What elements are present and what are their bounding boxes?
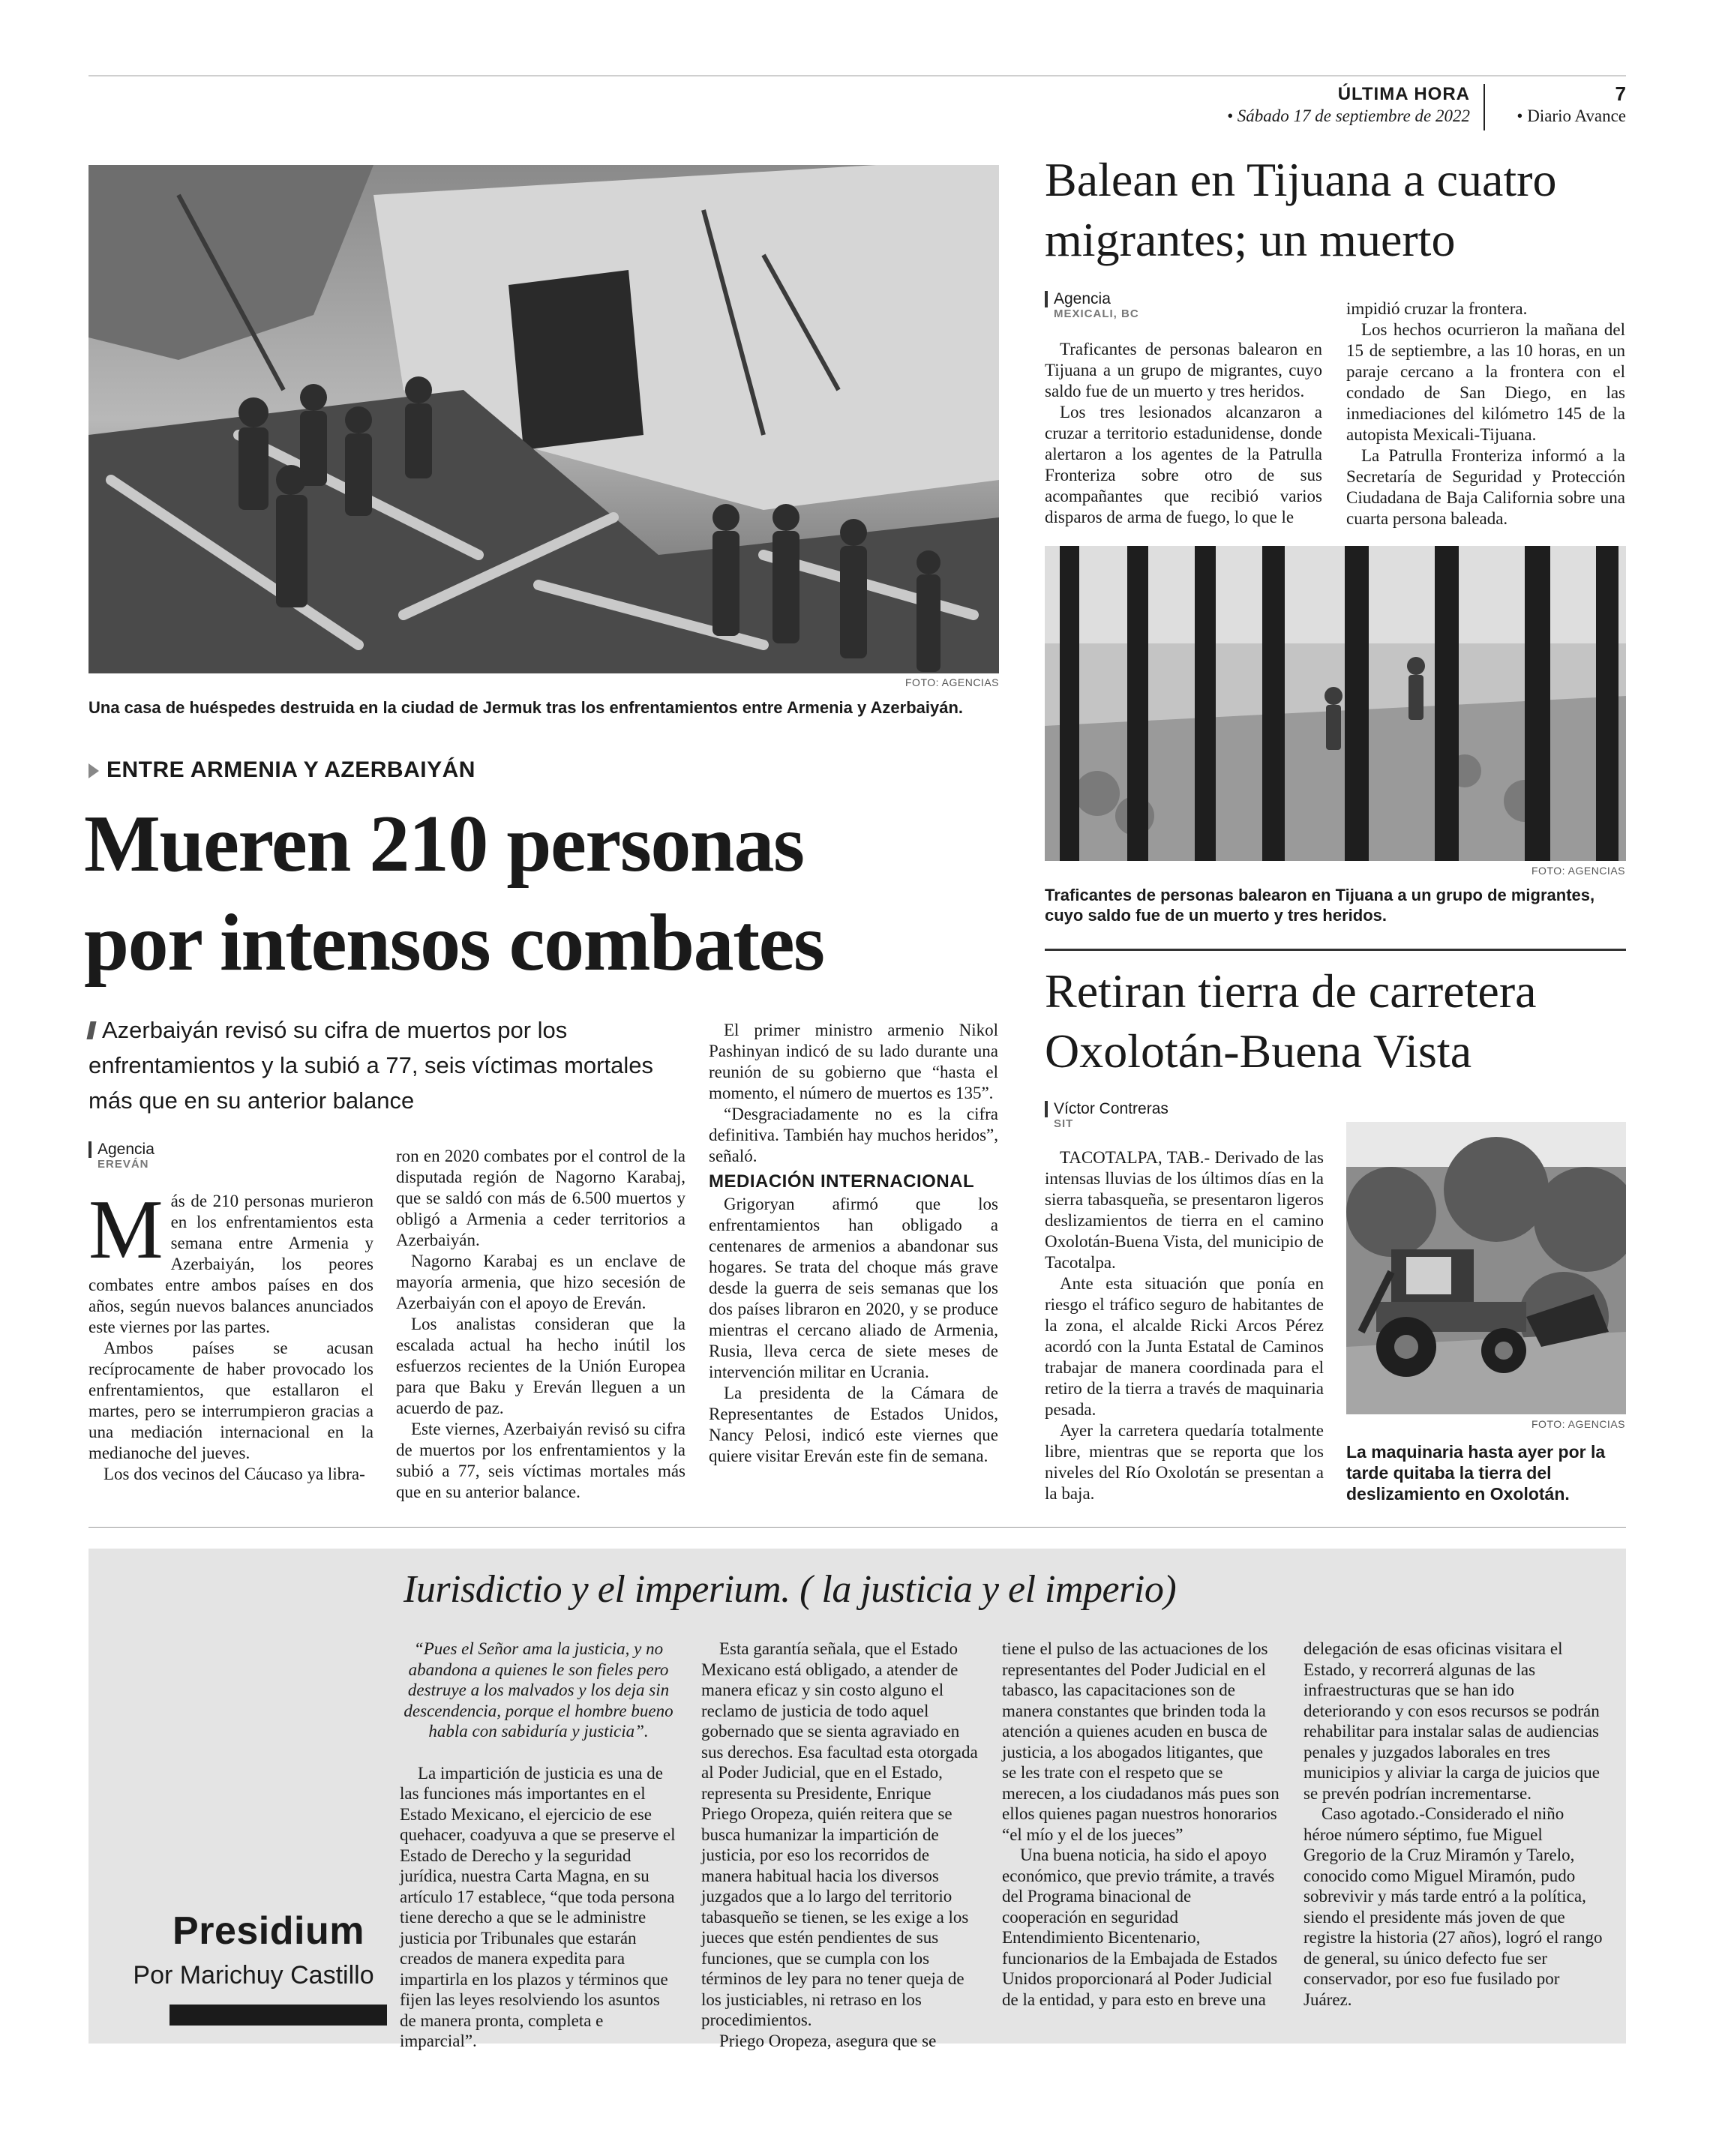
main-col1-lead: ás de 210 personas murieron en los enfrentamientos esta semana entre Armenia y Azerbaiyán, los peores combates entre ambos países en dos años, según nuevos balances anunciados este viernes por las partes. xyxy=(88,1192,374,1336)
main-col2-p1: ron en 2020 combates por el control de la disputada región de Nagorno Karabaj, que se saldó con más de 6.500 muertos y obligó a Armenia a ceder territorios a Azerbaiyán. xyxy=(396,1147,686,1249)
tijuana-byline-block xyxy=(1045,291,1315,320)
tijuana-photo-caption: Traficantes de personas balearon en Tijuana a un grupo de migrantes, cuyo saldo fue de un muerto y tres heridos. xyxy=(1045,886,1595,925)
section-name: ÚLTIMA HORA xyxy=(1337,84,1470,104)
oxolotan-headline-line2: Oxolotán-Buena Vista xyxy=(1045,1024,1472,1078)
main-col2-p4: Este viernes, Azerbaiyán revisó su cifra de muertos por los enfrentamientos y la subió a 77, seis víctimas mortales más que en su anterior balance. xyxy=(396,1420,686,1501)
column-c2-p2: Priego Oropeza, asegura que se xyxy=(719,2031,937,2050)
column-c4-p1: delegación de esas oficinas visitara el Estado, y recorrerá algunas de las infraestructuras que se han ido deteriorando y con esos recursos se podrán rehabilitar para instalar salas de audiencias penales y juzgados laborales en tres municipios y aliviar la carga de juicios que se prevén podrían incrementarse. xyxy=(1304,1639,1600,1803)
column-title: Iurisdictio y el imperium. ( la justicia y el imperio) xyxy=(404,1568,1177,1611)
column-quote: “Pues el Señor ama la justicia, y no abandona a quienes le son fieles pero destruye a los malvados y los deja sin descendencia, porque el hombre bueno habla con sabiduría y justicia”. xyxy=(404,1639,674,1741)
oxolotan-headline xyxy=(1045,961,1637,1081)
paper-name: • Diario Avance xyxy=(1516,106,1626,125)
deck xyxy=(88,1012,688,1118)
tijuana-headline-line1: Balean en Tijuana a cuatro xyxy=(1045,153,1557,206)
header-divider xyxy=(1484,84,1485,130)
deck-mark-icon xyxy=(86,1021,96,1039)
subhead: MEDIACIÓN INTERNACIONAL xyxy=(709,1171,975,1192)
tijuana-col1-p1: Traficantes de personas balearon en Tijuana a un grupo de migrantes, cuyo saldo fue de un muerto y tres heridos. xyxy=(1045,340,1322,400)
main-col3-p3: Grigoryan afirmó que los enfrentamientos han obligado a centenares de armenios a abandonar sus hogares. Se trata del choque más grave desde la guerra de seis semanas que los dos países libraron en 2020, y se produce mientras el cercano aliado de Armenia, Rusia, lleva cerca de siete meses de intervención militar en Ucrania. xyxy=(709,1195,998,1381)
column-c3-p2: Una buena noticia, ha sido el apoyo económico, que previo trámite, a través del Programa binacional de cooperación en seguridad Entendimiento Bicentenario, funcionarios de la Embajada de Estados Unidos proporcionará al Poder Judicial de la entidad, y para esto en breve una xyxy=(1002,1846,1278,2009)
column-col1 xyxy=(400,1639,677,2052)
tijuana-body-col2 xyxy=(1346,298,1625,529)
kicker xyxy=(88,757,764,783)
main-headline-line1: Mueren 210 personas xyxy=(84,799,804,889)
main-col3-p1: El primer ministro armenio Nikol Pashinyan indicó de su lado durante una reunión de su gobierno que “hasta el momento, el número de muertos es 135”. xyxy=(709,1021,998,1102)
main-body-col2 xyxy=(396,1146,686,1503)
top-rule xyxy=(88,75,1626,76)
column-col4 xyxy=(1304,1639,1604,2010)
main-col1-p3: Los dos vecinos del Cáucaso ya libra- xyxy=(104,1465,365,1483)
rubble-photo xyxy=(88,165,999,673)
issue-date: • Sábado 17 de septiembre de 2022 xyxy=(1226,106,1470,125)
main-body-col3 xyxy=(709,1020,998,1467)
tijuana-headline xyxy=(1045,150,1637,270)
tijuana-col2-p1: impidió cruzar la frontera. xyxy=(1346,299,1528,318)
main-headline xyxy=(84,795,1014,993)
main-col1-p2: Ambos países se acusan recíprocamente de haber provocado los enfrentamientos, que estallaron el martes, pero se interrumpieron gracias a una mediación internacional en la medianoche del jueves. xyxy=(88,1339,374,1462)
tijuana-photo-credit: FOTO: AGENCIAS xyxy=(1532,865,1625,877)
oxolotan-headline-line1: Retiran tierra de carretera xyxy=(1045,964,1537,1018)
tijuana-headline-line2: migrantes; un muerto xyxy=(1045,213,1456,266)
oxolotan-p3: Ayer la carretera quedaría totalmente libre, mientras que se reporta que los niveles del Río Oxolotán se presentan a la baja. xyxy=(1045,1421,1324,1503)
column-c1-p1: La impartición de justicia es una de las funciones más importantes en el Estado Mexicano, el ejercicio de ese quehacer, coadyuva a que se preserve el Estado de Derecho y la seguridad jurídica, nuestra Carta Magna, en su artículo 17 establece, “que toda persona tiene derecho a que se le administre justicia por Tribunales que estarán creados de manera expedita para impartirla en los plazos y términos que fijen las leyes resolviendo los asuntos de manera pronta, completa e imparcial”. xyxy=(400,1763,676,2050)
byline: Agencia xyxy=(88,1141,388,1158)
oxolotan-photo-caption: La maquinaria hasta ayer por la tarde quitaba la tierra del deslizamiento en Oxolotán. xyxy=(1346,1442,1606,1504)
tijuana-col2-p2: Los hechos ocurrieron la mañana del 15 de septiembre, a las 10 horas, en un paraje cercano a la frontera con el condado de San Diego, en las inmediaciones del kilómetro 145 de la autopista Mexicali-Tijuana. xyxy=(1346,320,1625,444)
tijuana-col1-p2: Los tres lesionados alcanzaron a cruzar a territorio estadunidense, donde alertaron a los agentes de la Patrulla Fronteriza sobre otro de sus acompañantes que recibió varios disparos de arma de fuego, lo que le xyxy=(1045,403,1322,526)
main-headline-line2: por intensos combates xyxy=(84,898,824,988)
main-col3-p2: “Desgraciadamente no es la cifra definitiva. También hay muchos heridos”, señaló. xyxy=(709,1105,998,1165)
main-col2-p2: Nagorno Karabaj es un enclave de mayoría armenia, que hizo secesión de Azerbaiyán con el apoyo de Ereván. xyxy=(396,1252,686,1312)
oxolotan-p2: Ante esta situación que ponía en riesgo el tráfico seguro de habitantes de la zona, el alcalde Ricki Arcos Pérez acordó con la Junta Estatal de Caminos trabajar de manera coordinada para el retiro de la tierra a través de maquinaria pesada. xyxy=(1045,1274,1324,1419)
main-body-col1 xyxy=(88,1183,374,1485)
tijuana-location: MEXICALI, BC xyxy=(1054,307,1139,320)
column-c3-p1: tiene el pulso de las actuaciones de los representantes del Poder Judicial en el tabasco, las capacitaciones son de manera constantes que brinden toda la atención a quienes acuden en busca de justicia, a los abogados litigantes, que se les trate con el respeto que se merecen, a los ciudadanos más pues son ellos quienes pagan nuestros honorarios “el mío y el de los jueces” xyxy=(1002,1639,1280,1844)
oxolotan-byline-block xyxy=(1045,1101,1315,1130)
section-rule xyxy=(1045,949,1626,951)
column-c2-p1: Esta garantía señala, que el Estado Mexicano está obligado, a atender de manera eficaz y sin costo alguno el reclamo de justicia de todo aquel gobernado que se sienta agraviado en sus derechos. Esa facultad esta otorgada al Poder Judicial, que en el Estado, representa su Presidente, Enrique Priego Oropeza, quién reitera que se busca humanizar la impartición de justicia, por eso los recorridos de manera habitual hacia los diversos juzgados que a lo largo del territorio tabasqueño se tienen, se les exige a los jueces que estén pendientes de sus funciones, que se cumpla con los términos de ley para no tener queja de los justiciables, ni retraso en los procedimientos. xyxy=(701,1639,978,2029)
dateline-location: EREVÁN xyxy=(98,1158,149,1171)
backhoe-photo xyxy=(1346,1122,1626,1414)
oxolotan-p1: TACOTALPA, TAB.- Derivado de las intensas lluvias de los últimos días en la sierra tabasqueña, se presentaron ligeros deslizamientos de tierra en el camino Oxolotán-Buena Vista, del municipio de Tacotalpa. xyxy=(1045,1148,1324,1272)
bottom-rule xyxy=(88,1527,1626,1528)
photo-caption: Una casa de huéspedes destruida en la ciudad de Jermuk tras los enfrentamientos entre Armenia y Azerbaiyán. xyxy=(88,698,963,717)
oxolotan-byline: Víctor Contreras xyxy=(1045,1101,1315,1117)
border-fence-photo xyxy=(1045,546,1626,861)
page-number: 7 xyxy=(1615,82,1626,105)
main-col2-p3: Los analistas consideran que la escalada actual ha hecho inútil los esfuerzos recientes de la Unión Europea para que Baku y Ereván lleguen a un acuerdo de paz. xyxy=(396,1315,686,1417)
main-byline-block xyxy=(88,1141,388,1171)
opinion-column-box xyxy=(88,1549,1626,2050)
column-col3 xyxy=(1002,1639,1280,2010)
main-col3-p4: La presidenta de la Cámara de Representantes de Estados Unidos, Nancy Pelosi, indicó este viernes que quiere visitar Ereván este fin de semana. xyxy=(709,1384,998,1465)
photo-credit: FOTO: AGENCIAS xyxy=(905,676,999,688)
kicker-arrow-icon xyxy=(88,763,99,778)
column-c4-p2: Caso agotado.-Considerado el niño héroe número séptimo, fue Miguel Gregorio de la Cruz Miramón y Tarelo, conocido como Miguel Miramón, pudo sobrevivir y más tarde entró a la política, siendo el presidente más joven de que registre la historia (27 años), logró el rango de general, su único defecto fue ser conservador, por eso fue fusilado por Juárez. xyxy=(1304,1804,1603,2009)
columnist-name: Por Marichuy Castillo xyxy=(133,1961,374,1990)
deck-text: Azerbaiyán revisó su cifra de muertos por los enfrentamientos y la subió a 77, seis víctimas mortales más que en su anterior balance xyxy=(88,1017,653,1114)
presidium-bar xyxy=(170,2005,387,2026)
oxolotan-photo-credit: FOTO: AGENCIAS xyxy=(1532,1418,1625,1430)
oxolotan-body xyxy=(1045,1147,1324,1504)
tijuana-byline: Agencia xyxy=(1045,291,1315,307)
column-section-name: Presidium xyxy=(172,1909,364,1953)
tijuana-body-col1 xyxy=(1045,339,1322,528)
dropcap: M xyxy=(88,1183,164,1276)
column-col2 xyxy=(701,1639,979,2051)
kicker-text: ENTRE ARMENIA Y AZERBAIYÁN xyxy=(106,757,476,782)
tijuana-col2-p3: La Patrulla Fronteriza informó a la Secretaría de Seguridad y Protección Ciudadana de Baja California sobre una cuarta persona baleada. xyxy=(1346,446,1625,528)
oxolotan-location: SIT xyxy=(1054,1117,1074,1130)
